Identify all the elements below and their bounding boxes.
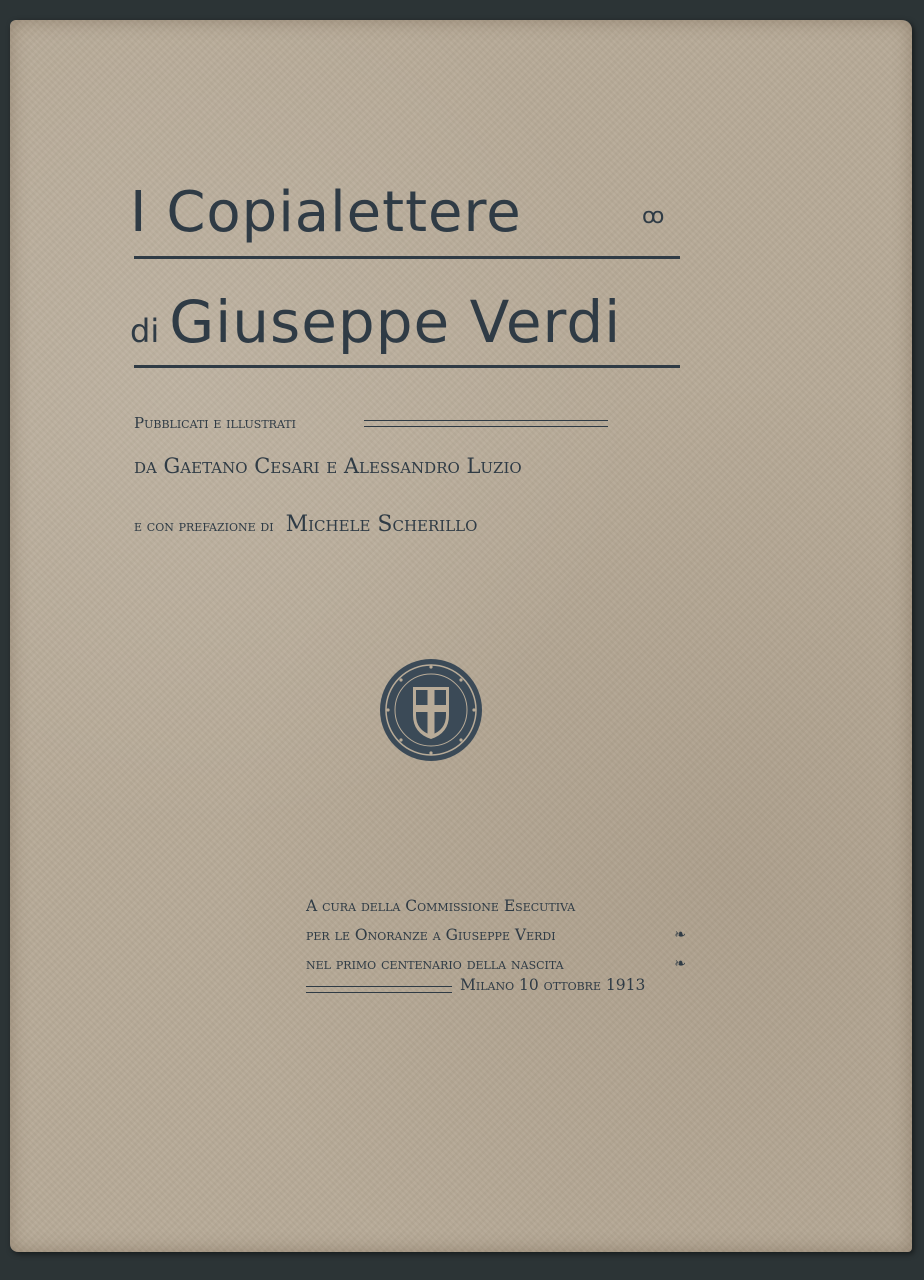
preface-author: Michele Scherillo [285, 512, 478, 537]
place-and-date: Milano 10 ottobre 1913 [460, 976, 646, 994]
double-rule-divider [364, 420, 608, 427]
imprint-line-3-row [306, 950, 688, 979]
title-ornament-icon: ꝏ [642, 204, 666, 229]
title-text: I Copialettere [130, 180, 522, 245]
leaf-ornament-icon: ❧ [674, 927, 686, 943]
coat-of-arms-seal-icon [378, 657, 484, 763]
published-label: Pubblicati e illustrati [134, 414, 296, 432]
editors-line: da Gaetano Cesari e Alessandro Luzio [134, 454, 522, 478]
preface-label: e con prefazione di [134, 517, 274, 535]
preface-line [134, 512, 477, 537]
imprint-line-3: nel primo centenario della nascita [306, 955, 564, 973]
imprint-block [306, 892, 688, 979]
imprint-line-2: per le Onoranze a Giuseppe Verdi [306, 926, 556, 944]
author-heading [130, 282, 690, 377]
title-rule [134, 256, 680, 259]
book-cover [10, 20, 912, 1252]
author-prefix: di [130, 312, 160, 350]
double-rule-divider [306, 986, 452, 993]
author-name: Giuseppe Verdi [169, 288, 622, 356]
imprint-line-2-row [306, 921, 688, 950]
imprint-line-1: A cura della Commissione Esecutiva [306, 897, 576, 915]
leaf-ornament-icon: ❧ [674, 956, 686, 972]
book-title [130, 178, 690, 248]
author-rule [134, 365, 680, 368]
